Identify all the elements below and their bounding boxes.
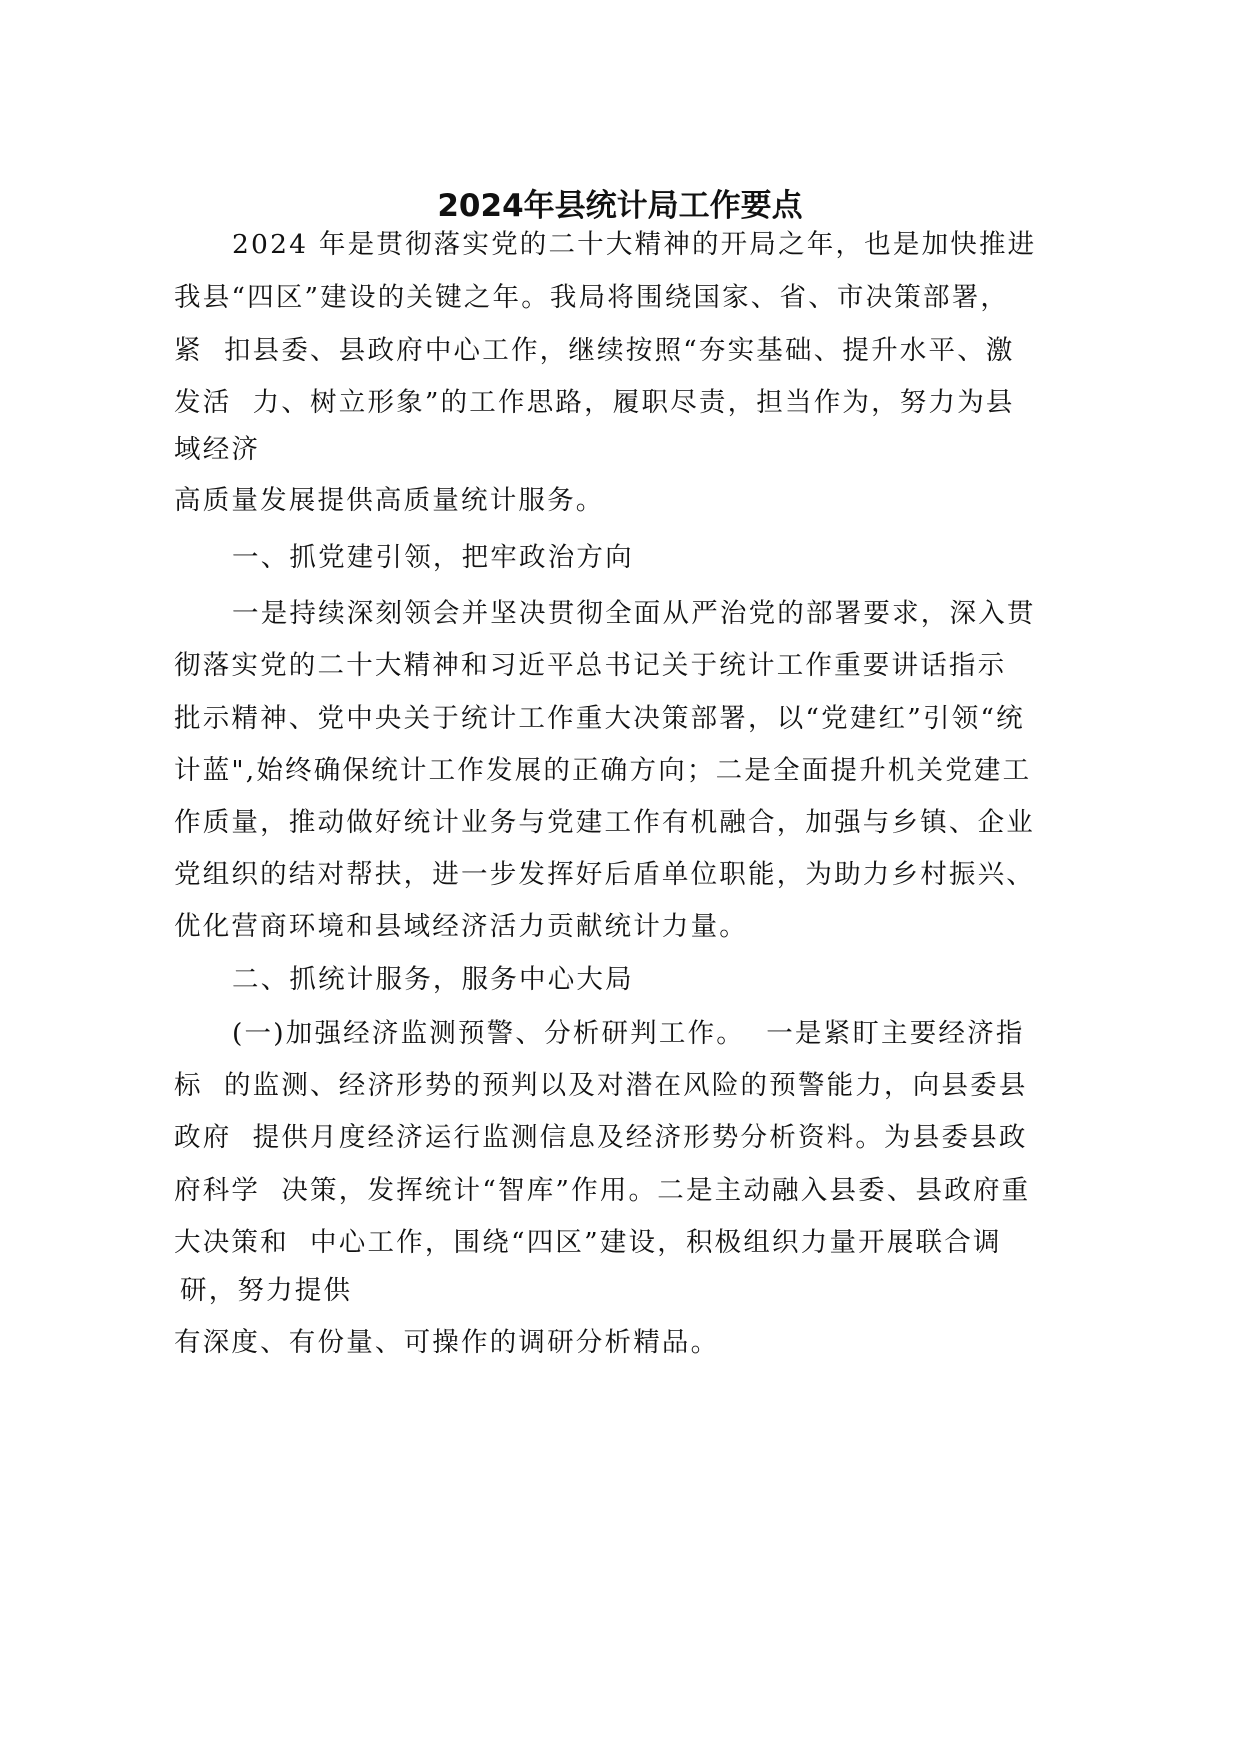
text-line: 批示精神、党中央关于统计工作重大决策部署，以“党建红”引领“统 (174, 703, 1025, 734)
text-line: 标 的监测、经济形势的预判以及对潜在风险的预警能力，向县委县 (174, 1070, 1028, 1101)
text-line: 计蓝",始终确保统计工作发展的正确方向；二是全面提升机关党建工 (174, 755, 1032, 786)
text-line: 党组织的结对帮扶，进一步发挥好后盾单位职能，为助力乡村振兴、 (174, 859, 1035, 890)
text-line: 彻落实党的二十大精神和习近平总书记关于统计工作重要讲话指示 (174, 650, 1007, 681)
text-line: 2024 年是贯彻落实党的二十大精神的开局之年，也是加快推进 (232, 229, 1037, 260)
text-line: 一是持续深刻领会并坚决贯彻全面从严治党的部署要求，深入贯 (232, 598, 1036, 629)
section-heading: 一、抓党建引领，把牢政治方向 (232, 542, 634, 573)
text-line: 发活 力、树立形象”的工作思路，履职尽责，担当作为，努力为县 (174, 387, 1015, 418)
text-line: 府科学 决策，发挥统计“智库”作用。二是主动融入县委、县政府重 (174, 1175, 1031, 1206)
text-line: 高质量发展提供高质量统计服务。 (174, 485, 605, 516)
text-line: 作质量，推动做好统计业务与党建工作有机融合，加强与乡镇、企业 (174, 807, 1035, 838)
text-line: 研，努力提供 (180, 1275, 353, 1306)
text-line: 有深度、有份量、可操作的调研分析精品。 (174, 1327, 720, 1358)
text-line: 优化营商环境和县域经济活力贡献统计力量。 (174, 911, 748, 942)
text-line: 政府 提供月度经济运行监测信息及经济形势分析资料。为县委县政 (174, 1122, 1028, 1153)
text-line: 域经济 (174, 434, 261, 465)
text-line: 大决策和 中心工作，围绕“四区”建设，积极组织力量开展联合调 (174, 1227, 1002, 1258)
section-heading: 二、抓统计服务，服务中心大局 (232, 964, 634, 995)
text-line: 紧 扣县委、县政府中心工作，继续按照“夯实基础、提升水平、激 (174, 335, 1015, 366)
text-line: 我县“四区”建设的关键之年。我局将围绕国家、省、市决策部署， (174, 282, 1010, 313)
text-line: (一)加强经济监测预警、分析研判工作。 一是紧盯主要经济指 (232, 1018, 1025, 1049)
document-title: 2024年县统计局工作要点 (437, 188, 803, 224)
